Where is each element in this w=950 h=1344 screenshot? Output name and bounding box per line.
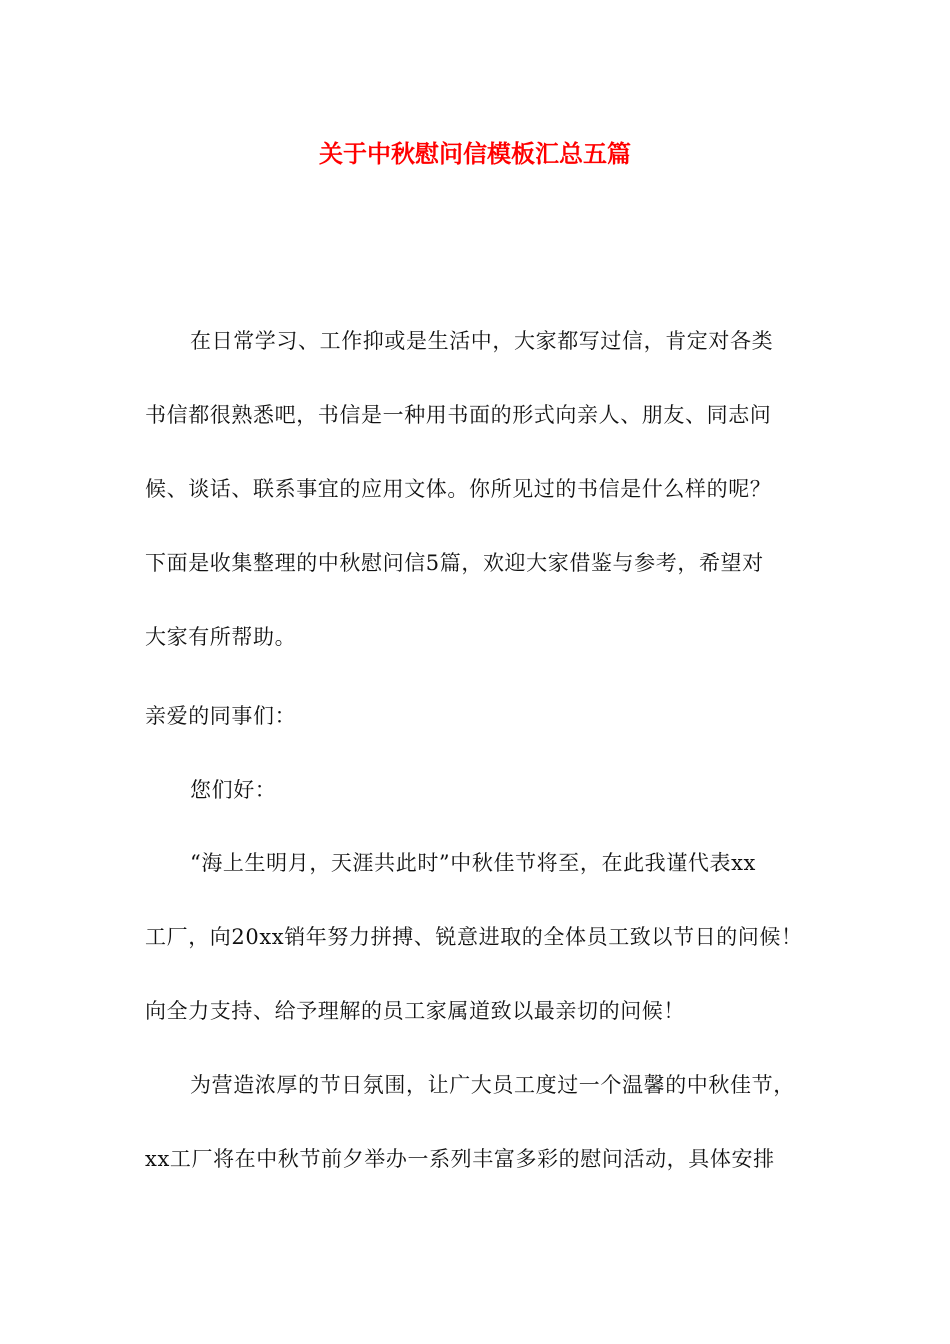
paragraph-line: 下面是收集整理的中秋慰问信5篇，欢迎大家借鉴与参考，希望对 xyxy=(145,551,764,575)
paragraph-line: xx工厂将在中秋节前夕举办一系列丰富多彩的慰问活动，具体安排 xyxy=(145,1147,775,1171)
paragraph-line: 书信都很熟悉吧，书信是一种用书面的形式向亲人、朋友、同志问 xyxy=(145,403,772,427)
paragraph-line: “海上生明月，天涯共此时”中秋佳节将至，在此我谨代表xx xyxy=(190,851,756,875)
paragraph-line: 候、谈话、联系事宜的应用文体。你所见过的书信是什么样的呢？ xyxy=(145,477,772,501)
greeting: 您们好： xyxy=(190,778,277,802)
paragraph-line: 为营造浓厚的节日氛围，让广大员工度过一个温馨的中秋佳节， xyxy=(190,1073,795,1097)
paragraph-line: 工厂，向20xx销年努力拼搏、锐意进取的全体员工致以节日的问候！ xyxy=(145,925,803,949)
paragraph-line: 大家有所帮助。 xyxy=(145,625,297,649)
paragraph-line: 向全力支持、给予理解的员工家属道致以最亲切的问候！ xyxy=(145,999,685,1023)
page-title: 关于中秋慰问信模板汇总五篇 xyxy=(319,139,631,168)
salutation: 亲爱的同事们： xyxy=(145,704,297,728)
paragraph-line: 在日常学习、工作抑或是生活中，大家都写过信，肯定对各类 xyxy=(190,329,774,353)
